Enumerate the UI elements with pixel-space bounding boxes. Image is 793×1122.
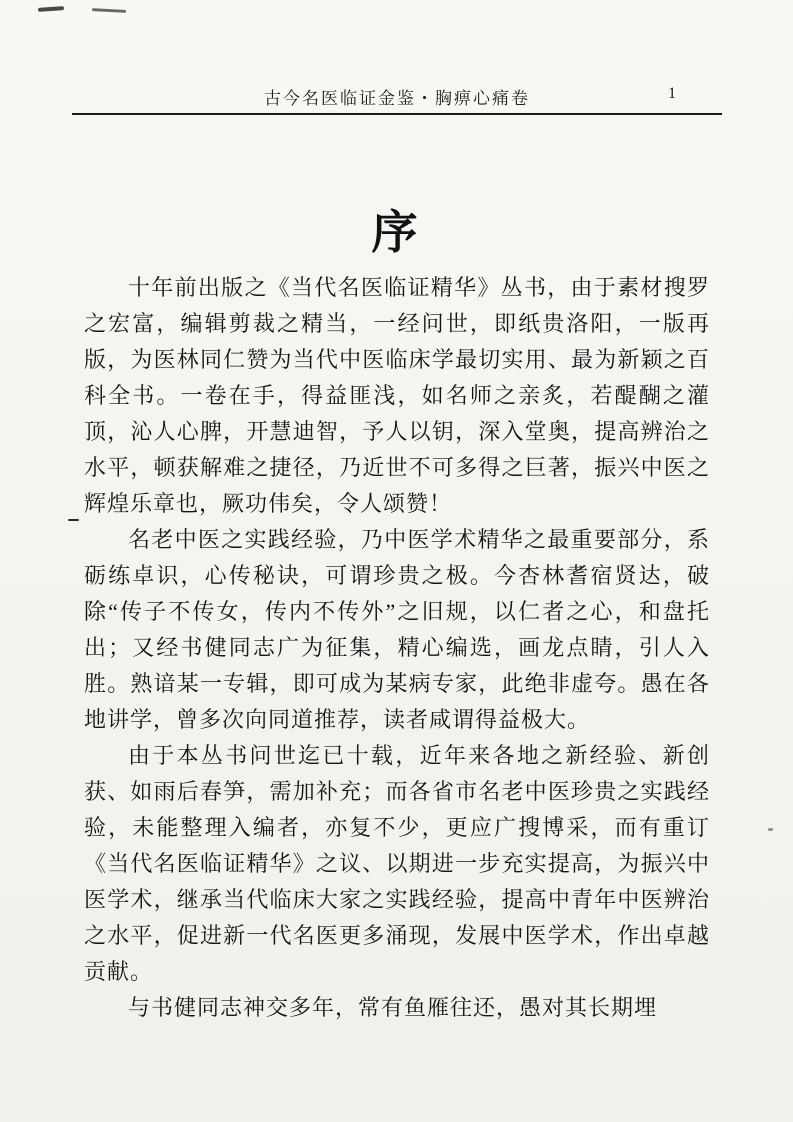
running-title: 古今名医临证金鉴・胸痹心痛卷 <box>264 89 530 108</box>
scan-artifact-dash <box>68 519 79 521</box>
scan-artifact-speck <box>38 6 64 12</box>
scan-artifact-speck <box>768 828 773 831</box>
page-header <box>72 84 722 109</box>
section-title: 序 <box>371 207 422 258</box>
page-number: 1 <box>668 85 676 102</box>
paragraph: 由于本丛书问世迄已十载，近年来各地之新经验、新创获、如雨后春笋，需加补充；而各省市名老中医珍贵之实践经验，未能整理入编者，亦复不少，更应广搜博采，而有重订《当代名医临证精华》之议、以期进一步充实提高，为振兴中医学术，继承当代临床大家之实践经验，提高中青年中医辨治之水平，促进新一代名医更多涌现，发展中医学术，作出卓越贡献。 <box>84 743 710 984</box>
paragraph: 与书健同志神交多年，常有鱼雁往还，愚对其长期埋 <box>128 995 658 1020</box>
header-rule <box>72 113 722 115</box>
paragraph: 名老中医之实践经验，乃中医学术精华之最重要部分，系砺练卓识，心传秘诀，可谓珍贵之极。今杏林耆宿贤达，破除“传子不传女，传内不传外”之旧规，以仁者之心，和盘托出；又经书健同志广为征集，精心编选，画龙点睛，引人入胜。熟谙某一专辑，即可成为某病专家，此绝非虚夸。愚在各地讲学，曾多次向同道推荐，读者咸谓得益极大。 <box>84 527 710 732</box>
paragraph: 十年前出版之《当代名医临证精华》丛书，由于素材搜罗之宏富，编辑剪裁之精当，一经问世，即纸贵洛阳，一版再版，为医林同仁赞为当代中医临床学最切实用、最为新颖之百科全书。一卷在手，得益匪浅，如名师之亲炙，若醍醐之灌顶，沁人心脾，开慧迪智，予人以钥，深入堂奥，提高辨治之水平，顿获解难之捷径，乃近世不可多得之巨著，振兴中医之辉煌乐章也，厥功伟矣，令人颂赞！ <box>84 275 710 516</box>
scan-artifact-speck <box>92 8 126 13</box>
text-block <box>84 270 710 1026</box>
